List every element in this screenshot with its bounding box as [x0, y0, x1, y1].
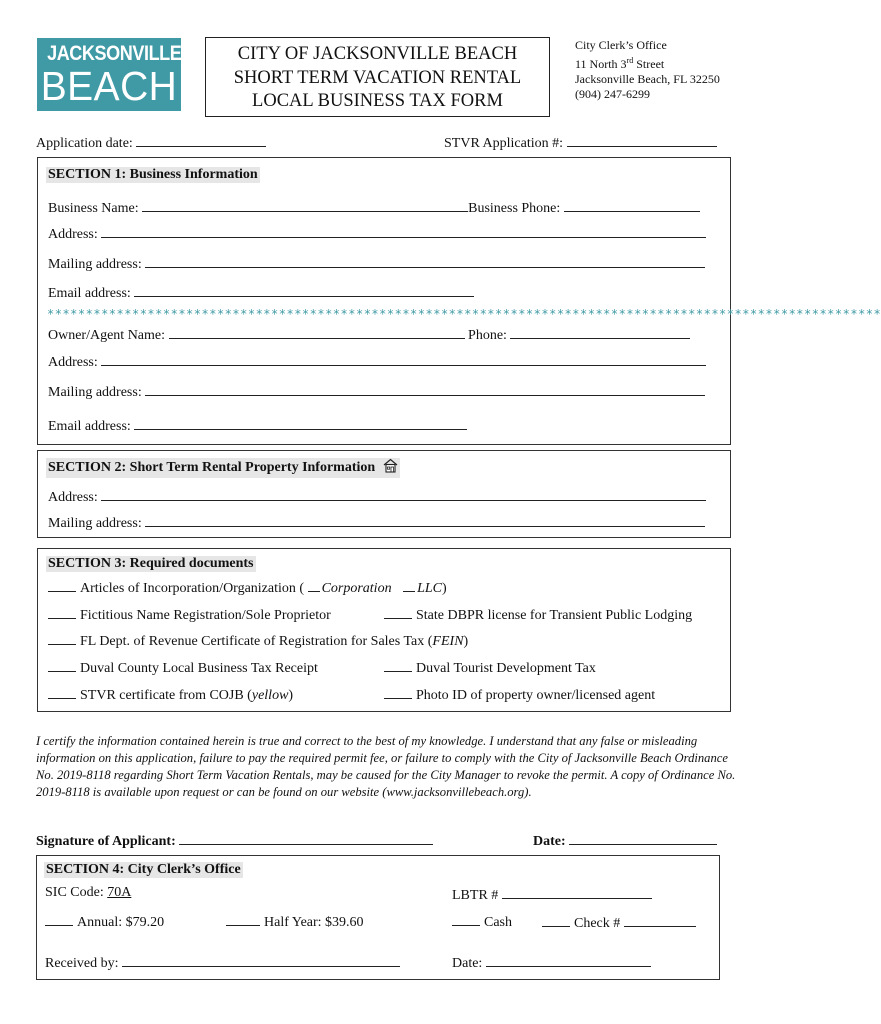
property-mailing-field[interactable]: Mailing address:: [48, 513, 705, 532]
doc-stvr-certificate-check[interactable]: [48, 686, 76, 699]
owner-address-line[interactable]: [101, 352, 706, 366]
clerk-office: City Clerk’s Office: [575, 38, 667, 52]
check-number-line[interactable]: [624, 913, 696, 927]
logo-line2: BEACH: [40, 63, 178, 109]
payment-check[interactable]: Check #: [542, 913, 696, 932]
doc-articles-check[interactable]: [48, 579, 76, 592]
business-name-line[interactable]: [142, 198, 468, 212]
sic-code: SIC Code: 70A: [45, 885, 132, 900]
doc-dbpr[interactable]: State DBPR license for Transient Public Lodging: [384, 606, 692, 624]
business-address-field[interactable]: Address:: [48, 224, 706, 243]
clerk-date-line[interactable]: [486, 953, 651, 967]
title-line2: SHORT TERM VACATION RENTAL: [233, 67, 522, 88]
clerk-city: Jacksonville Beach, FL 32250: [575, 72, 720, 86]
section-separator: ************************************************************************************************************: [47, 307, 881, 321]
signature-line[interactable]: [179, 831, 433, 845]
business-email-line[interactable]: [134, 283, 474, 297]
application-date-field[interactable]: Application date:: [36, 133, 266, 152]
clerk-phone: (904) 247-6299: [575, 87, 650, 101]
fee-annual[interactable]: Annual: $79.20: [45, 913, 164, 931]
doc-fictitious-check[interactable]: [48, 606, 76, 619]
sic-code-value: 70A: [107, 885, 132, 900]
owner-email-line[interactable]: [134, 416, 467, 430]
signature-field[interactable]: Signature of Applicant:: [36, 831, 433, 850]
doc-duval-receipt[interactable]: Duval County Local Business Tax Receipt: [48, 659, 318, 677]
lbtr-line[interactable]: [502, 885, 652, 899]
payment-cash[interactable]: Cash: [452, 913, 512, 931]
property-mailing-line[interactable]: [145, 513, 705, 527]
doc-stvr-certificate[interactable]: STVR certificate from COJB (yellow): [48, 686, 293, 704]
title-line3: LOCAL BUSINESS TAX FORM: [252, 91, 503, 111]
business-phone-line[interactable]: [564, 198, 700, 212]
logo-line1: JACKSONVILLE: [47, 42, 182, 65]
owner-email-field[interactable]: Email address:: [48, 416, 467, 435]
business-mailing-field[interactable]: Mailing address:: [48, 254, 705, 273]
business-address-line[interactable]: [101, 224, 706, 238]
house-icon: [383, 458, 398, 478]
received-by-field[interactable]: Received by:: [45, 953, 400, 972]
section1-title: SECTION 1: Business Information: [48, 167, 258, 182]
section4-title: SECTION 4: City Clerk’s Office: [46, 862, 241, 877]
section2-title: SECTION 2: Short Term Rental Property Information: [46, 458, 400, 478]
doc-duval-tourist[interactable]: Duval Tourist Development Tax: [384, 659, 596, 677]
doc-llc-check[interactable]: [403, 579, 415, 592]
section3-title: SECTION 3: Required documents: [48, 556, 254, 571]
lbtr-field[interactable]: LBTR #: [452, 885, 652, 904]
certification-text: I certify the information contained herein is true and correct to the best of my knowledge. I understand that any false or misleading information on this application, failure to pay the required permit fee, or failure to comply with the City of Jacksonville Beach Ordinance No. 2019-8118 regarding Short Term Vacation Rentals, may be caused for the City Manager to revoke the permit. A copy of Ordinance No. 2019-8118 is available upon request or can be found on our website (www.jacksonvillebeach.org).: [36, 734, 736, 799]
clerk-street: 11 North 3rd Street: [575, 56, 665, 71]
owner-mailing-line[interactable]: [145, 382, 705, 396]
property-address-line[interactable]: [101, 487, 706, 501]
payment-check-check[interactable]: [542, 914, 570, 927]
stvr-application-field[interactable]: STVR Application #:: [444, 133, 717, 152]
stvr-application-line[interactable]: [567, 133, 717, 147]
fee-half-year[interactable]: Half Year: $39.60: [226, 913, 364, 931]
owner-address-field[interactable]: Address:: [48, 352, 706, 371]
clerk-date-field[interactable]: Date:: [452, 953, 651, 972]
owner-phone-line[interactable]: [510, 325, 690, 339]
signature-date-line[interactable]: [569, 831, 717, 845]
fee-half-year-check[interactable]: [226, 913, 260, 926]
doc-corporation-check[interactable]: [308, 579, 320, 592]
doc-duval-receipt-check[interactable]: [48, 659, 76, 672]
received-by-line[interactable]: [122, 953, 400, 967]
fee-annual-check[interactable]: [45, 913, 73, 926]
jacksonville-beach-logo: [37, 38, 181, 111]
business-email-field[interactable]: Email address:: [48, 283, 474, 302]
owner-name-line[interactable]: [169, 325, 465, 339]
doc-duval-tourist-check[interactable]: [384, 659, 412, 672]
doc-revenue[interactable]: FL Dept. of Revenue Certificate of Registration for Sales Tax (FEIN): [48, 632, 468, 650]
doc-articles[interactable]: Articles of Incorporation/Organization ( Corporation LLC): [48, 579, 447, 597]
application-date-line[interactable]: [136, 133, 266, 147]
owner-mailing-field[interactable]: Mailing address:: [48, 382, 705, 401]
title-line1: CITY OF JACKSONVILLE BEACH: [237, 44, 518, 64]
business-mailing-line[interactable]: [145, 254, 705, 268]
form-title: [205, 37, 550, 117]
signature-date-field[interactable]: Date:: [533, 831, 717, 850]
business-name-field[interactable]: Business Name: Business Phone:: [48, 198, 700, 217]
owner-name-field[interactable]: Owner/Agent Name: Phone:: [48, 325, 690, 344]
doc-dbpr-check[interactable]: [384, 606, 412, 619]
doc-photo-id[interactable]: Photo ID of property owner/licensed agent: [384, 686, 655, 704]
property-address-field[interactable]: Address:: [48, 487, 706, 506]
doc-photo-id-check[interactable]: [384, 686, 412, 699]
payment-cash-check[interactable]: [452, 913, 480, 926]
doc-revenue-check[interactable]: [48, 632, 76, 645]
clerk-address: [575, 38, 720, 102]
doc-fictitious[interactable]: Fictitious Name Registration/Sole Proprietor: [48, 606, 331, 624]
